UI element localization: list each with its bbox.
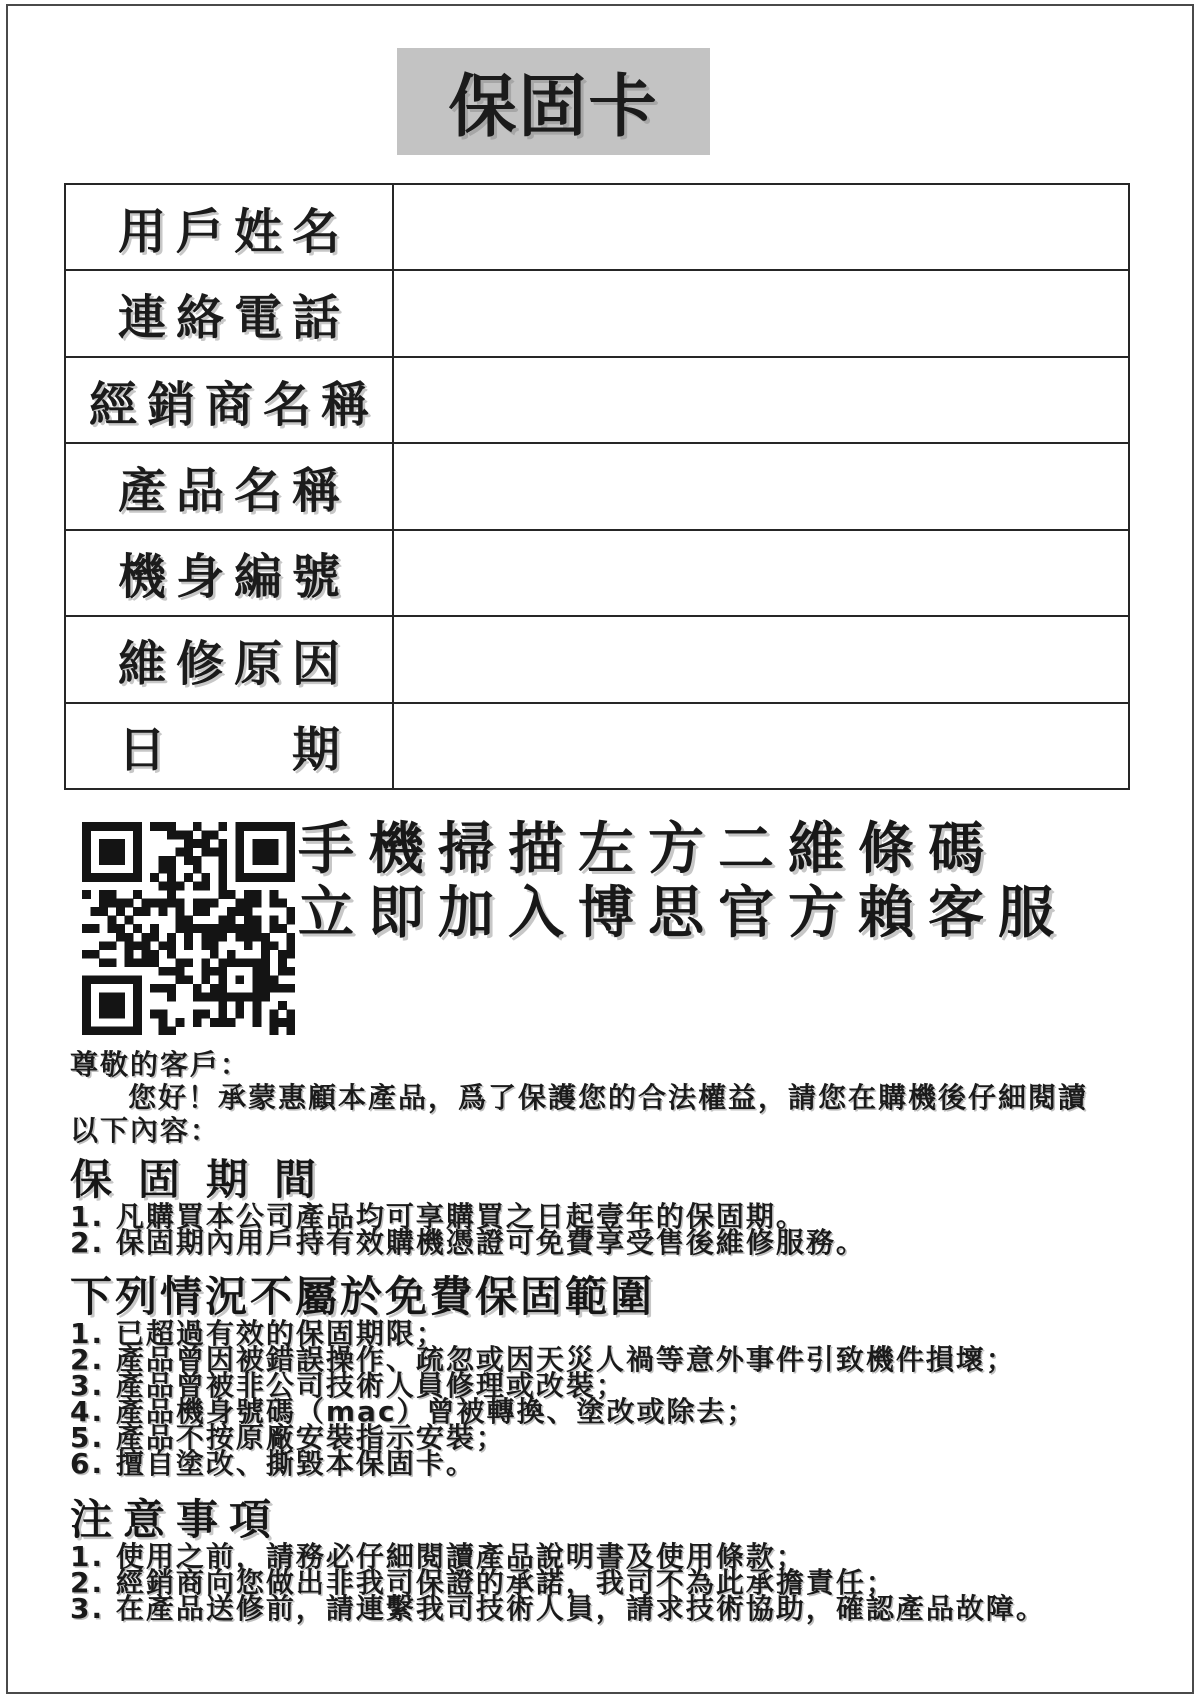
section-item-list bbox=[70, 1540, 1165, 1625]
field-label: 產品名稱 bbox=[66, 444, 394, 528]
field-value-cell bbox=[394, 358, 1128, 442]
section-warranty-period bbox=[70, 1155, 1165, 1259]
qr-code-icon bbox=[82, 822, 295, 1035]
section-heading: 保固期間 bbox=[70, 1155, 343, 1204]
section-heading: 下列情況不屬於免費保固範圍 bbox=[70, 1272, 656, 1321]
field-label: 用戶姓名 bbox=[66, 185, 394, 269]
term-item: 2. 經銷商向您做出非我司保證的承諾，我司不為此承擔責任； bbox=[70, 1566, 896, 1599]
term-item: 6. 擅自塗改、撕毀本保固卡。 bbox=[70, 1447, 476, 1480]
table-row bbox=[66, 271, 1128, 357]
qr-instruction-line1: 手機掃描左方二維條碼 bbox=[298, 817, 998, 882]
page-title: 保固卡 bbox=[448, 68, 659, 147]
table-row bbox=[66, 531, 1128, 617]
term-item: 2. 保固期內用戶持有效購機憑證可免費享受售後維修服務。 bbox=[70, 1226, 866, 1259]
field-label: 連絡電話 bbox=[66, 271, 394, 355]
term-item: 1. 已超過有效的保固期限； bbox=[70, 1317, 446, 1350]
table-row bbox=[66, 358, 1128, 444]
field-value-cell bbox=[394, 531, 1128, 615]
section-item-list bbox=[70, 1317, 1165, 1480]
warranty-form-table bbox=[64, 183, 1130, 790]
section-item-list bbox=[70, 1200, 1165, 1259]
field-label: 日 期 bbox=[66, 704, 394, 788]
table-row bbox=[66, 704, 1128, 788]
term-item: 1. 使用之前，請務必仔細閱讀產品說明書及使用條款； bbox=[70, 1540, 806, 1573]
term-item: 3. 產品曾被非公司技術人員修理或改裝； bbox=[70, 1369, 626, 1402]
greeting-body: 您好！承蒙惠顧本產品，爲了保護您的合法權益，請您在購機後仔細閱讀 bbox=[128, 1081, 1089, 1114]
greeting-salutation: 尊敬的客戶： bbox=[70, 1048, 251, 1081]
terms-content bbox=[70, 1048, 1165, 1625]
field-value-cell bbox=[394, 185, 1128, 269]
field-value-cell bbox=[394, 271, 1128, 355]
term-item: 1. 凡購買本公司產品均可享購買之日起壹年的保固期。 bbox=[70, 1200, 806, 1233]
table-row bbox=[66, 617, 1128, 703]
qr-instruction-line2: 立即加入博思官方賴客服 bbox=[298, 881, 1068, 946]
section-heading: 注意事項 bbox=[70, 1495, 283, 1544]
term-item: 3. 在產品送修前，請連繫我司技術人員，請求技術協助，確認產品故障。 bbox=[70, 1592, 1046, 1625]
section-exclusions bbox=[70, 1272, 1165, 1480]
table-row bbox=[66, 185, 1128, 271]
title-banner bbox=[397, 48, 710, 155]
term-item: 5. 產品不按原廠安裝指示安裝； bbox=[70, 1421, 506, 1454]
term-item: 4. 產品機身號碼（mac）曾被轉換、塗改或除去； bbox=[70, 1395, 757, 1428]
table-row bbox=[66, 444, 1128, 530]
field-value-cell bbox=[394, 704, 1128, 788]
field-label: 機身編號 bbox=[66, 531, 394, 615]
term-item: 2. 產品曾因被錯誤操作、疏忽或因天災人禍等意外事件引致機件損壞； bbox=[70, 1343, 1016, 1376]
field-label: 維修原因 bbox=[66, 617, 394, 701]
field-value-cell bbox=[394, 444, 1128, 528]
qr-code-image bbox=[82, 822, 295, 1035]
field-label: 經銷商名稱 bbox=[66, 358, 394, 442]
greeting-body-cont: 以下內容： bbox=[70, 1114, 221, 1147]
section-notices bbox=[70, 1495, 1165, 1625]
qr-instructions bbox=[298, 818, 1158, 946]
field-value-cell bbox=[394, 617, 1128, 701]
